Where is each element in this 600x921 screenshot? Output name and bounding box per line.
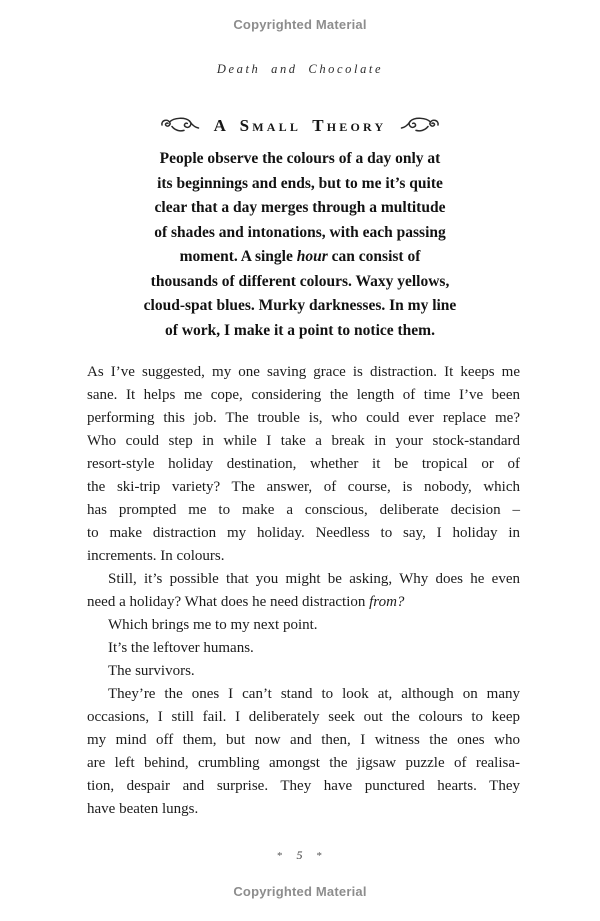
body-line: It’s the leftover humans. [108, 640, 254, 656]
section-title: A Small Theory [213, 116, 387, 135]
body-line: They’re the ones I can’t stand to look at, although on many [108, 686, 520, 702]
epigraph-line: People observe the colours of a day only at [159, 150, 441, 167]
page-number: 5 [296, 848, 304, 862]
scroll-flourish-right-icon [400, 116, 442, 136]
paragraph [87, 568, 520, 614]
epigraph-line: moment. A single hour can consist of [179, 248, 421, 265]
epigraph-line: its beginnings and ends, but to me it’s quite [157, 174, 443, 192]
paragraph [87, 361, 520, 568]
body-line: are left behind, crumbling amongst the jigsaw puzzle of realisa- [87, 755, 520, 771]
section-heading [0, 116, 600, 136]
body-line: increments. In colours. [87, 548, 225, 564]
body-line: the ski-trip variety? The answer, of course, is nobody, which [87, 479, 520, 495]
copyright-top-label: Copyrighted Material [233, 17, 367, 32]
paragraph [87, 637, 520, 660]
epigraph-line: of work, I make it a point to notice them. [165, 321, 435, 339]
paragraph [87, 660, 520, 683]
running-header: Death and Chocolate [216, 62, 384, 76]
page-number-star-right: * [316, 850, 323, 862]
paragraph [87, 614, 520, 637]
epigraph-line: of shades and intonations, with each passing [154, 223, 446, 241]
paragraph [87, 683, 520, 821]
page-number-star-left: * [277, 850, 284, 862]
body-line: Who could step in while I take a break in your stock-standard [87, 433, 520, 449]
body-line: sane. It helps me cope, considering the length of time I’ve been [87, 387, 520, 403]
body-line: occasions, I still fail. I deliberately seek out the colours to keep [87, 709, 520, 725]
body-line: my mind off them, but now and then, I witness the ones who [87, 732, 520, 748]
epigraph-line: clear that a day merges through a multitude [154, 199, 446, 216]
body-line: need a holiday? What does he need distraction from? [87, 594, 405, 610]
body-line: to make distraction my holiday. Needless to say, I holiday in [87, 525, 520, 541]
body-line: has prompted me to make a conscious, deliberate decision – [87, 502, 520, 518]
body-text [87, 361, 520, 821]
body-line: have beaten lungs. [87, 801, 199, 817]
page-number-row [0, 848, 600, 863]
body-line: As I’ve suggested, my one saving grace is distraction. It keeps me [87, 364, 520, 380]
epigraph-line: cloud-spat blues. Murky darknesses. In my line [143, 297, 457, 314]
body-line: performing this job. The trouble is, who could ever replace me? [87, 410, 520, 426]
body-line: resort-style holiday destination, whether it be tropical or of [87, 456, 520, 472]
body-line: tion, despair and surprise. They have punctured hearts. They [87, 778, 520, 794]
body-line: Still, it’s possible that you might be asking, Why does he even [108, 571, 520, 587]
body-line: Which brings me to my next point. [108, 617, 318, 633]
body-line: The survivors. [108, 663, 195, 679]
epigraph-line: thousands of different colours. Waxy yellows, [150, 272, 450, 290]
epigraph [0, 147, 600, 343]
scroll-flourish-left-icon [158, 116, 200, 136]
copyright-bottom-label: Copyrighted Material [233, 884, 367, 899]
